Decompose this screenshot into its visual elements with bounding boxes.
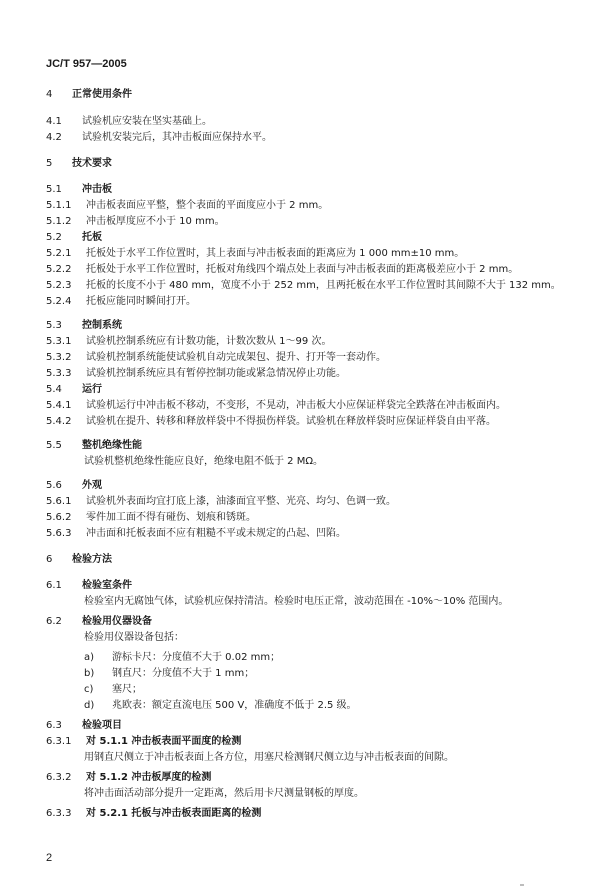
clause-line (46, 114, 585, 130)
clause-text: 托板应能同时瞬间打开。 (86, 296, 196, 307)
clause-text: 冲击板 (82, 184, 112, 195)
clause-number: 4.1 (46, 116, 62, 127)
section-heading (46, 382, 585, 398)
clause-number: 6.3.3 (46, 808, 72, 819)
clause-number: 5.1.1 (46, 200, 72, 211)
section-heading (46, 318, 585, 334)
clause-text: 兆欧表：额定直流电压 500 V，准确度不低于 2.5 级。 (112, 700, 357, 711)
clause-text: 零件加工面不得有碰伤、划痕和锈斑。 (86, 512, 256, 523)
section-heading (46, 230, 585, 246)
clause-line (46, 630, 585, 646)
clause-line (46, 494, 585, 510)
clause-line (46, 278, 585, 294)
clause-text: 检验室条件 (82, 580, 132, 591)
clause-number: 5.6 (46, 480, 62, 491)
clause-number: 5.6.1 (46, 496, 72, 507)
clause-line (46, 214, 585, 230)
clause-number: 5.6.3 (46, 528, 72, 539)
clause-line (46, 454, 585, 470)
clause-number: 6.2 (46, 616, 62, 627)
section-heading (46, 806, 585, 822)
clause-number: 5.5 (46, 440, 62, 451)
clause-number: 5.4.1 (46, 400, 72, 411)
clause-number: 6.1 (46, 580, 62, 591)
clause-number: 5.4 (46, 384, 62, 395)
clause-text: 试验机外表面均宜打底上漆，油漆面宜平整、光亮、均匀、色调一致。 (86, 496, 396, 507)
section-heading (46, 87, 585, 103)
clause-text: 检验用仪器设备包括： (84, 632, 184, 643)
clause-line (46, 366, 585, 382)
clause-line (46, 786, 585, 802)
clause-number: 5.2 (46, 232, 62, 243)
clause-number: 6.3.2 (46, 772, 72, 783)
clause-number: 5.3 (46, 320, 62, 331)
clause-line (46, 334, 585, 350)
list-item (46, 682, 585, 698)
clause-number: 4 (46, 89, 53, 100)
clause-line (46, 750, 585, 766)
clause-text: 冲击面和托板表面不应有粗糙不平或未规定的凸起、凹陷。 (86, 528, 346, 539)
clause-text: 对 5.1.2 冲击板厚度的检测 (86, 772, 212, 783)
clause-text: 托板的长度不小于 480 mm，宽度不小于 252 mm，且两托板在水平工作位置时其间隙不大于 132 mm。 (86, 280, 561, 291)
list-item (46, 698, 585, 714)
clause-number: 5.3.1 (46, 336, 72, 347)
clause-number: 5 (46, 158, 53, 169)
list-item (46, 666, 585, 682)
section-heading (46, 478, 585, 494)
clause-text: 技术要求 (72, 158, 112, 169)
clause-text: 试验机控制系统应有计数功能，计数次数从 1～99 次。 (86, 336, 332, 347)
section-heading (46, 578, 585, 594)
clause-number: 5.2.4 (46, 296, 72, 307)
clause-number: 5.3.2 (46, 352, 72, 363)
clause-line (46, 198, 585, 214)
clause-text: 试验机在提升、转移和释放样袋中不得损伤样袋。试验机在释放样袋时应保证样袋自由平落。 (86, 416, 496, 427)
clause-text: 对 5.1.1 冲击板表面平面度的检测 (86, 736, 242, 747)
clause-text: 托板处于水平工作位置时，托板对角线四个端点处上表面与冲击板表面的距离极差应小于 2 mm。 (86, 264, 519, 275)
clause-text: 检验用仪器设备 (82, 616, 152, 627)
clause-text: 试验机运行中冲击板不移动，不变形，不晃动，冲击板大小应保证样袋完全跌落在冲击板面内。 (86, 400, 506, 411)
list-label: b) (84, 668, 95, 679)
section-heading (46, 552, 585, 568)
section-heading (46, 718, 585, 734)
clause-text: 整机绝缘性能 (82, 440, 142, 451)
clause-text: 试验机控制系统能使试验机自动完成架包、提升、打开等一套动作。 (86, 352, 386, 363)
clause-number: 5.2.1 (46, 248, 72, 259)
clause-text: 试验机控制系统应具有暂停控制功能或紧急情况停止功能。 (86, 368, 346, 379)
clause-text: 冲击板表面应平整，整个表面的平面度应小于 2 mm。 (86, 200, 329, 211)
clause-line (46, 526, 585, 542)
list-label: c) (84, 684, 94, 695)
section-heading (46, 614, 585, 630)
clause-number: 5.4.2 (46, 416, 72, 427)
clause-line (46, 130, 585, 146)
clause-line (46, 414, 585, 430)
standard-code-header: JC/T 957—2005 (46, 58, 127, 70)
clause-text: 运行 (82, 384, 102, 395)
clause-text: 托板处于水平工作位置时，其上表面与冲击板表面的距离应为 1 000 mm±10 mm。 (86, 248, 465, 259)
section-heading (46, 156, 585, 172)
clause-number: 5.1 (46, 184, 62, 195)
section-heading (46, 438, 585, 454)
clause-text: 试验机整机绝缘性能应良好，绝缘电阻不低于 2 MΩ。 (84, 456, 323, 467)
clause-text: 试验机应安装在坚实基础上。 (82, 116, 212, 127)
clause-line (46, 294, 585, 310)
clause-line (46, 262, 585, 278)
clause-number: 5.2.2 (46, 264, 72, 275)
scan-mark (520, 884, 524, 886)
clause-text: 钢直尺：分度值不大于 1 mm； (112, 668, 255, 679)
clause-number: 5.1.2 (46, 216, 72, 227)
section-heading (46, 182, 585, 198)
clause-line (46, 246, 585, 262)
clause-text: 检验室内无腐蚀气体，试验机应保持清洁。检验时电压正常，波动范围在 -10%～10% 范围内。 (84, 596, 509, 607)
clause-number: 5.2.3 (46, 280, 72, 291)
list-label: d) (84, 700, 95, 711)
clause-text: 托板 (82, 232, 102, 243)
clause-text: 试验机安装完后，其冲击板面应保持水平。 (82, 132, 272, 143)
section-heading (46, 734, 585, 750)
clause-text: 用钢直尺侧立于冲击板表面上各方位，用塞尺检测钢尺侧立边与冲击板表面的间隙。 (84, 752, 454, 763)
clause-text: 对 5.2.1 托板与冲击板表面距离的检测 (86, 808, 262, 819)
clause-line (46, 594, 585, 610)
clause-line (46, 510, 585, 526)
clause-text: 将冲击面活动部分提升一定距离，然后用卡尺测量钢板的厚度。 (84, 788, 364, 799)
clause-number: 6.3 (46, 720, 62, 731)
clause-text: 冲击板厚度应不小于 10 mm。 (86, 216, 225, 227)
clause-number: 5.6.2 (46, 512, 72, 523)
section-heading (46, 770, 585, 786)
clause-text: 控制系统 (82, 320, 122, 331)
list-label: a) (84, 652, 95, 663)
clause-number: 6.3.1 (46, 736, 72, 747)
clause-number: 6 (46, 554, 53, 565)
clause-number: 4.2 (46, 132, 62, 143)
list-item (46, 650, 585, 666)
clause-line (46, 350, 585, 366)
clause-text: 塞尺； (112, 684, 142, 695)
clause-text: 游标卡尺：分度值不大于 0.02 mm； (112, 652, 281, 663)
clause-line (46, 398, 585, 414)
clause-text: 检验项目 (82, 720, 122, 731)
clause-text: 正常使用条件 (72, 89, 132, 100)
page-number: 2 (46, 852, 53, 864)
clause-text: 检验方法 (72, 554, 112, 565)
clause-text: 外观 (82, 480, 102, 491)
clause-number: 5.3.3 (46, 368, 72, 379)
